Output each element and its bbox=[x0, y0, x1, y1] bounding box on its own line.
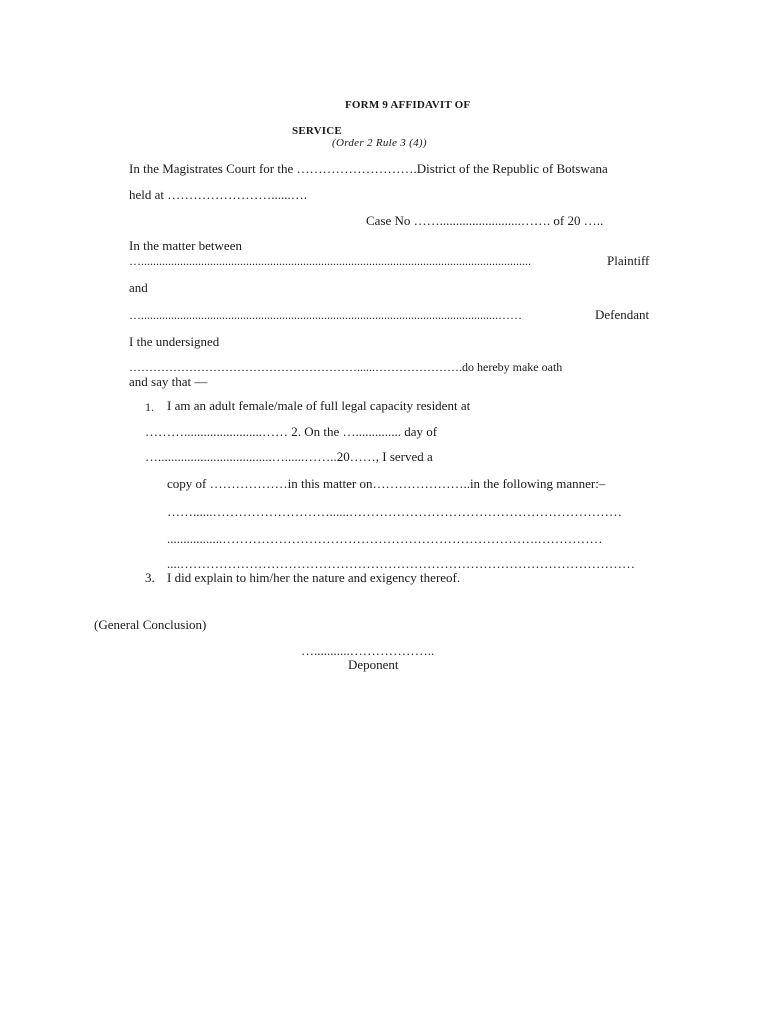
item2-continuation: …...................................…......……..20……, I served a bbox=[145, 449, 433, 464]
court-line2: held at ……………………......…. bbox=[129, 187, 308, 202]
say-that-label: and say that — bbox=[129, 374, 208, 389]
general-conclusion-label: (General Conclusion) bbox=[94, 617, 207, 632]
item3-text: I did explain to him/her the nature and exigency thereof. bbox=[167, 570, 461, 585]
item1-number: 1. bbox=[145, 400, 154, 414]
defendant-dots: ….......................................................................................................................…… bbox=[129, 308, 522, 322]
undersigned-label: I the undersigned bbox=[129, 334, 220, 349]
form-subtitle: (Order 2 Rule 3 (4)) bbox=[332, 137, 427, 149]
manner-line-2: .................……………………………………………………………….…………… bbox=[167, 531, 603, 546]
deponent-label: Deponent bbox=[348, 657, 399, 672]
item1-continuation: ………........................…… 2. On the ….............. day of bbox=[145, 424, 438, 439]
matter-between-label: In the matter between bbox=[129, 238, 242, 253]
plaintiff-dots: ….................................................................................................................................. bbox=[129, 254, 531, 268]
manner-line-3: ....…………………………………………………………………………………………… bbox=[167, 556, 635, 571]
plaintiff-label: Plaintiff bbox=[607, 253, 650, 268]
case-number-line: Case No …….........................……. of 20 ….. bbox=[366, 213, 604, 228]
item3-number: 3. bbox=[145, 570, 155, 585]
form-title-line1: FORM 9 AFFIDAVIT OF bbox=[345, 99, 471, 111]
and-label: and bbox=[129, 280, 148, 295]
signature-dots: …...........……………….. bbox=[301, 643, 435, 658]
defendant-label: Defendant bbox=[595, 307, 650, 322]
manner-line-1: ……......………………………......……………………………………………………… bbox=[167, 504, 622, 519]
form-title-line2: SERVICE bbox=[292, 125, 342, 137]
oath-dots-line: …………………………………………………......………………….do hereby make oath bbox=[129, 360, 563, 374]
copy-served-line: copy of ………………in this matter on…………………..in the following manner:– bbox=[167, 476, 606, 491]
item1-text: I am an adult female/male of full legal capacity resident at bbox=[167, 398, 471, 413]
court-line1: In the Magistrates Court for the ……………………….District of the Republic of Botswana bbox=[129, 161, 608, 176]
